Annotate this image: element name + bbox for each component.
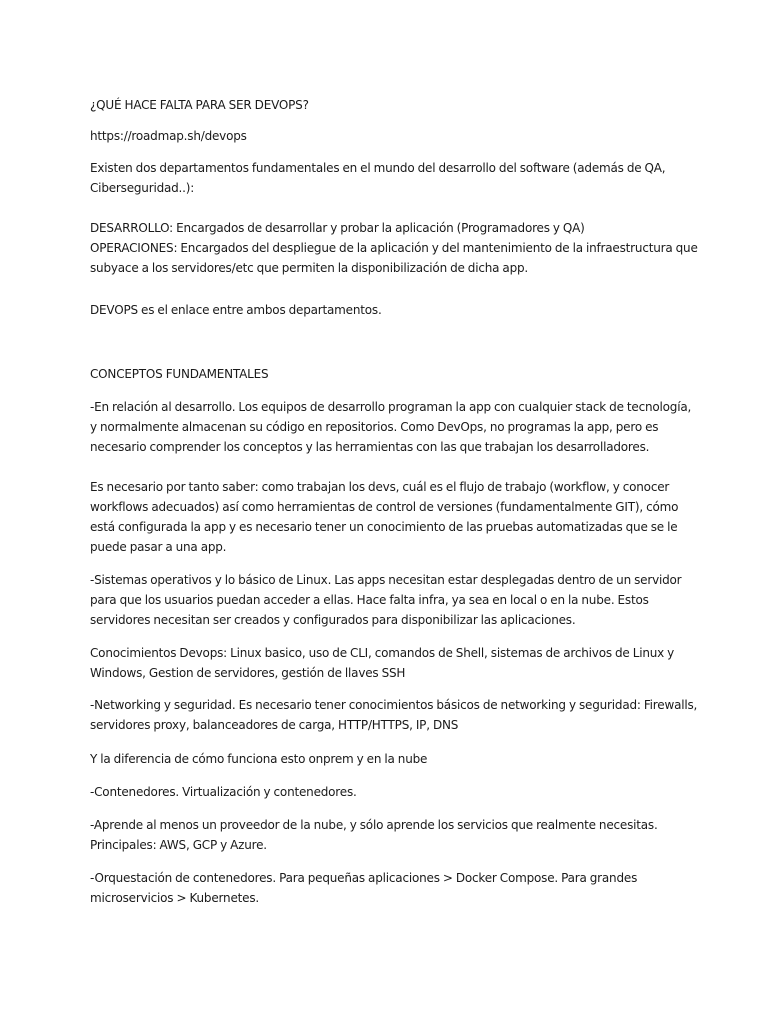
networking-line: servidores proxy, balanceadores de carga, HTTP/HTTPS, IP, DNS — [90, 718, 459, 732]
os-paragraph — [90, 570, 690, 630]
knowledge-line: está configurada la app y es necesario tener un conocimiento de las pruebas automatizadas que se le — [90, 520, 678, 534]
os-line: para que los usuarios puedan acceder a ellas. Hace falta infra, ya sea en local o en la nube. Estos — [90, 593, 649, 607]
os-line: -Sistemas operativos y lo básico de Linux. Las apps necesitan estar desplegadas dentro de un servidor — [90, 573, 682, 587]
title-line: ¿QUÉ HACE FALTA PARA SER DEVOPS? — [90, 98, 309, 112]
departments-line: subyace a los servidores/etc que permiten la disponibilización de dicha app. — [90, 261, 529, 275]
devops-knowledge-line: Conocimientos Devops: Linux basico, uso de CLI, comandos de Shell, sistemas de archivos de Linux y — [90, 646, 675, 660]
roadmap-url — [90, 126, 690, 146]
intro-paragraph — [90, 158, 690, 198]
onprem-paragraph — [90, 749, 690, 769]
intro-line: Ciberseguridad..): — [90, 181, 195, 195]
intro-line: Existen dos departamentos fundamentales en el mundo del desarrollo del software (además de QA, — [90, 161, 666, 175]
orchestration-paragraph — [90, 868, 690, 908]
development-line: -En relación al desarrollo. Los equipos de desarrollo programan la app con cualquier stack de tecnología, — [90, 400, 692, 414]
departments-paragraph — [90, 218, 698, 278]
knowledge-line: puede pasar a una app. — [90, 540, 227, 554]
containers-paragraph — [90, 782, 690, 802]
devops-knowledge-line: Windows, Gestion de servidores, gestión de llaves SSH — [90, 666, 406, 680]
document-title — [90, 95, 690, 115]
departments-line: OPERACIONES: Encargados del despliegue de la aplicación y del mantenimiento de la infraestructura que — [90, 241, 698, 255]
orchestration-line: -Orquestación de contenedores. Para pequeñas aplicaciones > Docker Compose. Para grandes — [90, 871, 638, 885]
cloud-paragraph — [90, 815, 690, 855]
devops-knowledge-paragraph — [90, 643, 690, 683]
cloud-line: Principales: AWS, GCP y Azure. — [90, 838, 267, 852]
development-line: necesario comprender los conceptos y las herramientas con las que trabajan los desarrolladores. — [90, 440, 650, 454]
devops-link-paragraph — [90, 300, 690, 320]
networking-paragraph — [90, 695, 698, 735]
orchestration-line: microservicios > Kubernetes. — [90, 891, 259, 905]
knowledge-line: Es necesario por tanto saber: como trabajan los devs, cuál es el flujo de trabajo (workflow, y conocer — [90, 480, 670, 494]
cloud-line: -Aprende al menos un proveedor de la nube, y sólo aprende los servicios que realmente necesitas. — [90, 818, 658, 832]
onprem-line: Y la diferencia de cómo funciona esto onprem y en la nube — [90, 752, 428, 766]
networking-line: -Networking y seguridad. Es necesario tener conocimientos básicos de networking y seguridad: Firewalls, — [90, 698, 698, 712]
section-title — [90, 364, 690, 384]
url-line: https://roadmap.sh/devops — [90, 129, 247, 143]
containers-line: -Contenedores. Virtualización y contenedores. — [90, 785, 357, 799]
development-paragraph — [90, 397, 690, 457]
knowledge-paragraph — [90, 477, 690, 557]
knowledge-line: workflows adecuados) así como herramientas de control de versiones (fundamentalmente GIT), cómo — [90, 500, 679, 514]
devops-link-line: DEVOPS es el enlace entre ambos departamentos. — [90, 303, 382, 317]
departments-line: DESARROLLO: Encargados de desarrollar y probar la aplicación (Programadores y QA) — [90, 221, 585, 235]
development-line: y normalmente almacenan su código en repositorios. Como DevOps, no programas la app, pero es — [90, 420, 659, 434]
os-line: servidores necesitan ser creados y configurados para disponibilizar las aplicaciones. — [90, 613, 576, 627]
section-title-line: CONCEPTOS FUNDAMENTALES — [90, 367, 269, 381]
